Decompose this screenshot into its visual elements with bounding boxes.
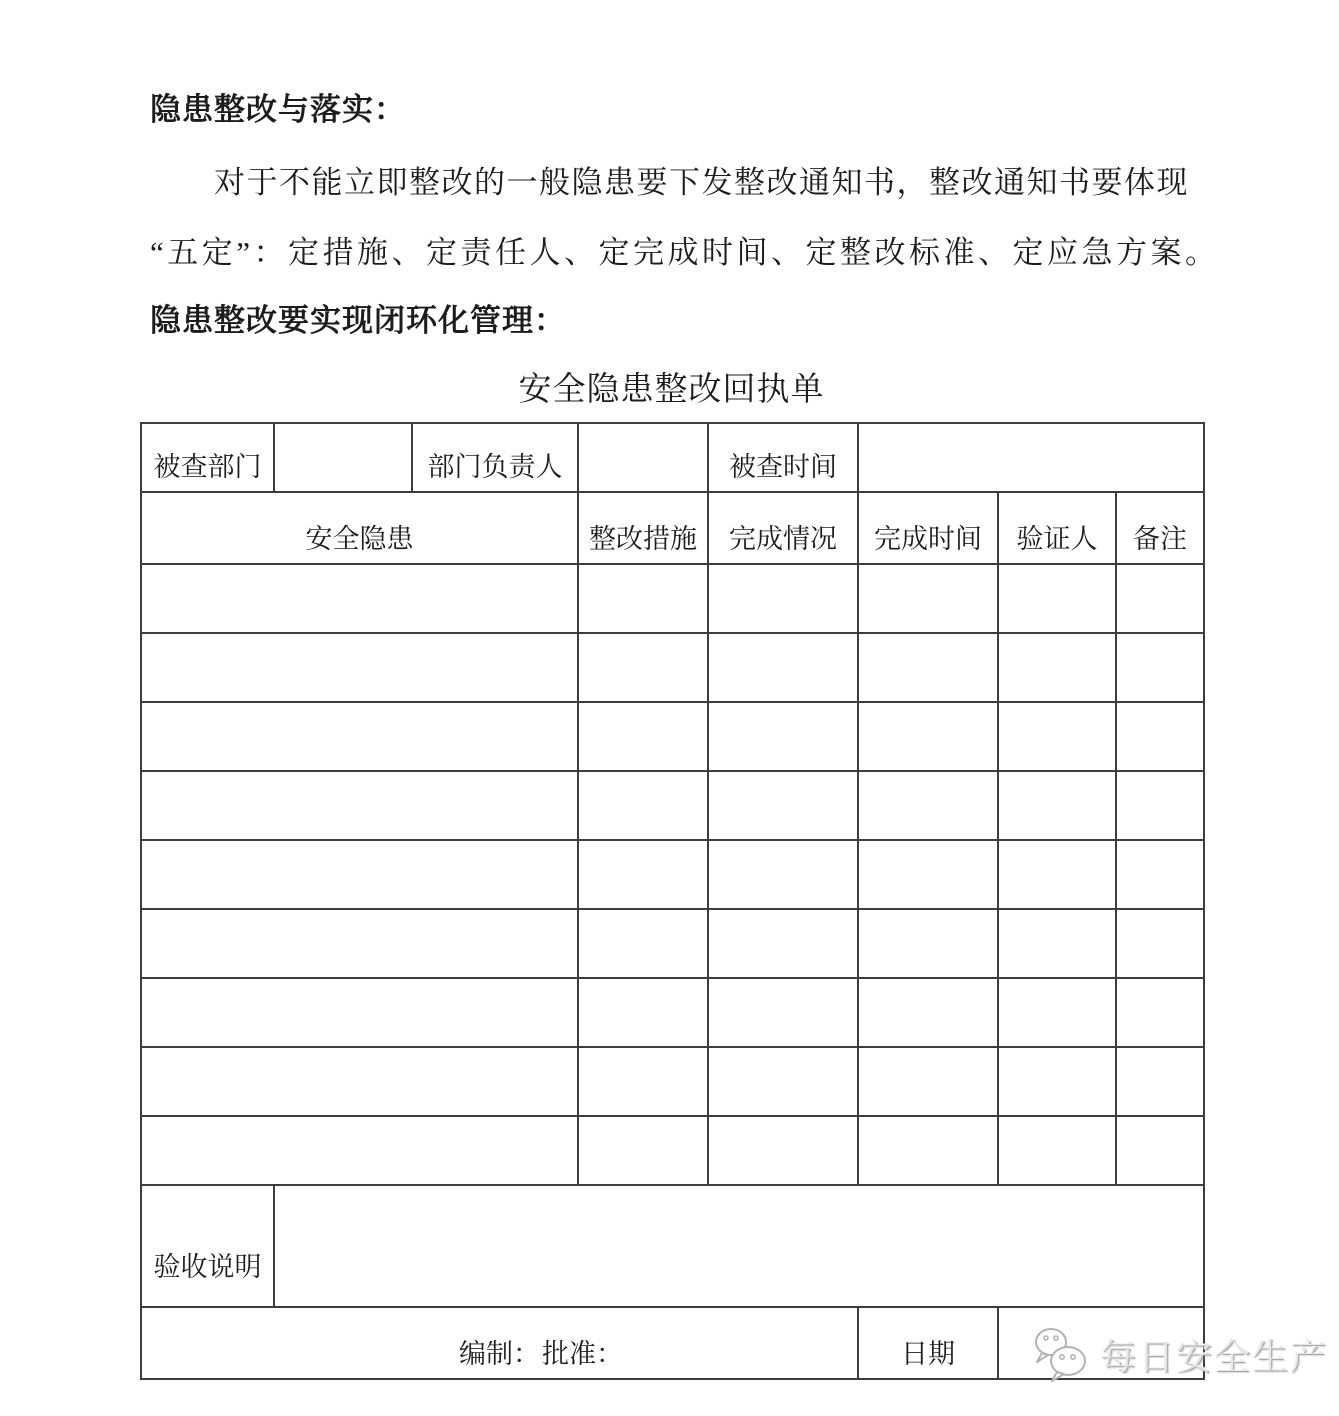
info-row: [141, 423, 1204, 492]
col-header-finish-time: 完成时间: [858, 492, 998, 564]
col-header-hazard: 安全隐患: [141, 492, 578, 564]
col-header-verifier: 验证人: [998, 492, 1116, 564]
heading-closed-loop: 隐患整改要实现闭环化管理：: [150, 303, 566, 339]
prepared-label: 编制：: [459, 1339, 540, 1369]
rectification-receipt-table: [140, 422, 1205, 1380]
table-row: [141, 840, 1204, 909]
table-row: [141, 702, 1204, 771]
footer-row: [141, 1307, 1204, 1379]
watermark-cell: [998, 1307, 1204, 1379]
inspected-dept-value-cell: [274, 423, 412, 492]
acceptance-value-cell: [274, 1185, 1204, 1307]
dept-head-value-cell: [578, 423, 708, 492]
col-header-remarks: 备注: [1116, 492, 1204, 564]
acceptance-row: [141, 1185, 1204, 1307]
col-header-status: 完成情况: [708, 492, 858, 564]
paragraph-line-2: “五定”：定措施、定责任人、定完成时间、定整改标准、定应急方案。: [150, 235, 1220, 270]
table-row: [141, 1047, 1204, 1116]
inspected-dept-label: 被查部门: [141, 423, 274, 492]
acceptance-label: 验收说明: [141, 1185, 274, 1307]
column-header-row: [141, 492, 1204, 564]
table-row: [141, 909, 1204, 978]
inspected-time-value-cell: [858, 423, 1204, 492]
prepared-approved-cell: [141, 1307, 858, 1379]
col-header-measures: 整改措施: [578, 492, 708, 564]
table-title: 安全隐患整改回执单: [518, 372, 825, 408]
table-row: [141, 771, 1204, 840]
inspected-time-label: 被查时间: [708, 423, 858, 492]
paragraph-line-1: 对于不能立即整改的一般隐患要下发整改通知书，整改通知书要体现: [214, 165, 1189, 200]
approved-label: 批准：: [542, 1339, 623, 1369]
table-row: [141, 633, 1204, 702]
table-row: [141, 564, 1204, 633]
date-label: 日期: [858, 1307, 998, 1379]
dept-head-label: 部门负责人: [412, 423, 578, 492]
heading-rectification: 隐患整改与落实：: [150, 92, 406, 128]
table-row: [141, 978, 1204, 1047]
table-row: [141, 1116, 1204, 1185]
watermark-text: 每日安全生产: [1100, 1336, 1329, 1377]
